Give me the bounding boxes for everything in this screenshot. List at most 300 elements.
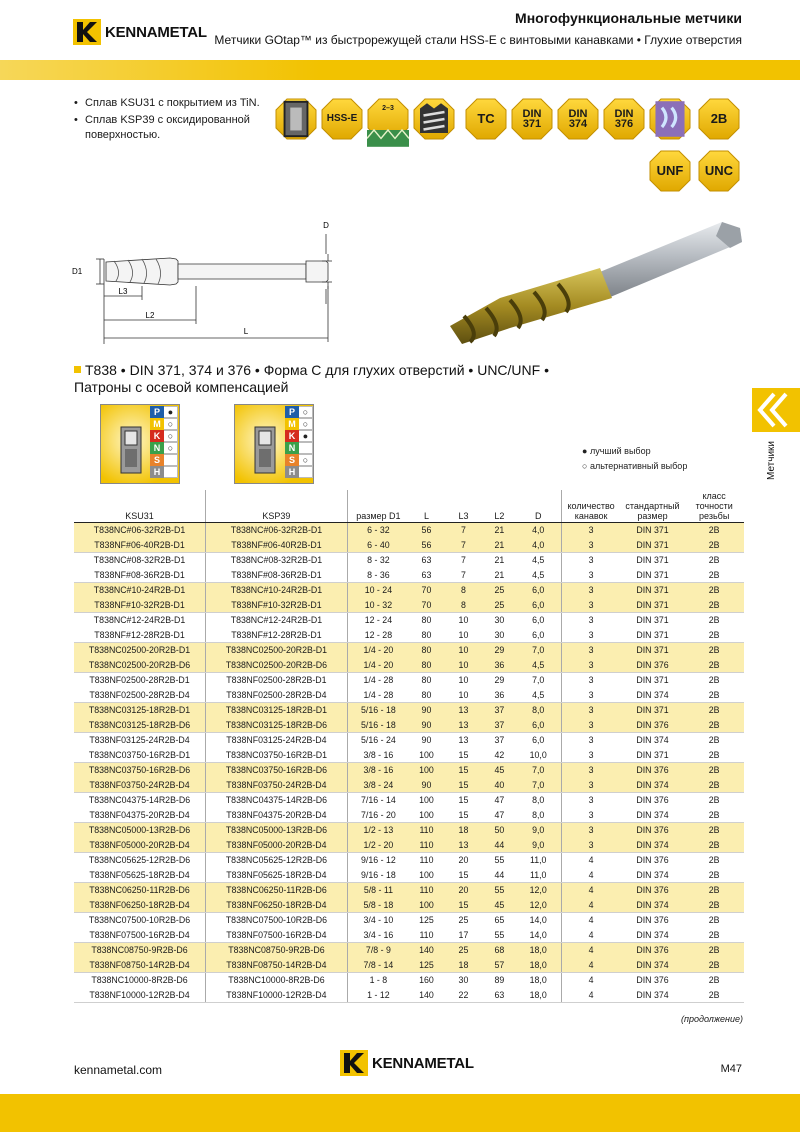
table-cell: 10 bbox=[444, 688, 483, 703]
table-cell: 125 bbox=[409, 958, 444, 973]
table-cell: 100 bbox=[409, 898, 444, 913]
table-cell: DIN 374 bbox=[621, 808, 685, 823]
table-cell: DIN 371 bbox=[636, 675, 669, 686]
kennametal-logo bbox=[73, 19, 207, 45]
table-cell: 3 bbox=[561, 658, 621, 673]
table-cell: 6 - 40 bbox=[347, 538, 409, 553]
table-cell: 110 bbox=[409, 928, 444, 943]
table-header-row bbox=[74, 490, 744, 523]
table-cell: 42 bbox=[483, 748, 516, 763]
table-cell: 47 bbox=[494, 795, 505, 806]
badge-label bbox=[649, 98, 691, 140]
table-cell: 2B bbox=[684, 583, 744, 598]
table-row bbox=[74, 988, 744, 1003]
table-cell: 10 bbox=[444, 658, 483, 673]
table-cell: 1/4 - 20 bbox=[347, 658, 409, 673]
table-cell: T838NF10000-12R2B-D4 bbox=[74, 988, 206, 1003]
table-cell: 6,0 bbox=[516, 598, 561, 613]
table-cell: DIN 376 bbox=[621, 658, 685, 673]
page-header bbox=[0, 0, 800, 60]
table-row bbox=[74, 643, 744, 658]
table-cell: 45 bbox=[483, 898, 516, 913]
table-cell: T838NC07500-10R2B-D6 bbox=[88, 915, 191, 926]
table-cell: 2B bbox=[684, 943, 744, 958]
table-cell: 3 bbox=[561, 568, 621, 583]
table-cell: 8,0 bbox=[516, 808, 561, 823]
table-row bbox=[74, 943, 744, 958]
badge-label: 2–3 bbox=[367, 98, 409, 140]
table-cell: 20 bbox=[444, 883, 483, 898]
table-cell: 50 bbox=[483, 823, 516, 838]
table-cell: 110 bbox=[409, 883, 444, 898]
table-row bbox=[74, 553, 744, 568]
table-cell: 11,0 bbox=[529, 855, 547, 866]
table-cell: T838NC#06-32R2B-D1 bbox=[206, 523, 348, 538]
iso-row bbox=[150, 418, 180, 430]
table-cell: 40 bbox=[483, 778, 516, 793]
table-cell: 20 bbox=[458, 855, 469, 866]
table-cell: 29 bbox=[483, 643, 516, 658]
table-cell: 8,0 bbox=[516, 703, 561, 718]
table-cell: DIN 371 bbox=[621, 748, 685, 763]
table-cell: 7 bbox=[444, 568, 483, 583]
table-cell: 70 bbox=[409, 583, 444, 598]
table-row bbox=[74, 898, 744, 913]
table-cell: 3 bbox=[561, 763, 621, 778]
square-shank-icon bbox=[275, 98, 317, 140]
brand-name: KENNAMETAL bbox=[105, 23, 207, 41]
table-cell: T838NF04375-20R2B-D4 bbox=[206, 808, 348, 823]
table-cell: 6,0 bbox=[516, 583, 561, 598]
filled-dot-icon: ● bbox=[299, 430, 313, 442]
badge-label bbox=[275, 98, 317, 140]
table-cell: 1/4 - 20 bbox=[347, 643, 409, 658]
table-cell: 3/8 - 24 bbox=[347, 778, 409, 793]
table-cell: 3/8 - 16 bbox=[347, 748, 409, 763]
table-cell: 55 bbox=[494, 855, 505, 866]
empty-cell bbox=[164, 454, 178, 466]
table-cell: T838NF07500-16R2B-D4 bbox=[206, 928, 348, 943]
table-cell: T838NF05000-20R2B-D4 bbox=[74, 838, 206, 853]
table-cell: T838NC10000-8R2B-D6 bbox=[91, 975, 188, 986]
table-row bbox=[74, 778, 744, 793]
table-cell: 8 bbox=[444, 583, 483, 598]
table-cell: 5/16 - 18 bbox=[347, 703, 409, 718]
table-cell: DIN 371 bbox=[621, 598, 685, 613]
table-cell: DIN 374 bbox=[621, 868, 685, 883]
col-flutes: количество канавок bbox=[561, 490, 621, 523]
table-cell: T838NC06250-11R2B-D6 bbox=[74, 883, 206, 898]
table-cell: 4,5 bbox=[516, 658, 561, 673]
section-bullet-icon bbox=[74, 366, 81, 373]
table-cell: 56 bbox=[409, 523, 444, 538]
table-cell: 2B bbox=[708, 555, 720, 566]
table-cell: 7,0 bbox=[532, 675, 545, 686]
badge-label: 2B bbox=[710, 111, 728, 126]
table-cell: T838NC05000-13R2B-D6 bbox=[74, 823, 206, 838]
table-cell: T838NF02500-28R2B-D1 bbox=[206, 673, 348, 688]
iso-row bbox=[150, 442, 180, 454]
table-row bbox=[74, 583, 744, 598]
table-cell: 13 bbox=[458, 735, 469, 746]
table-cell: T838NF05625-18R2B-D4 bbox=[206, 868, 348, 883]
table-cell: 80 bbox=[421, 675, 432, 686]
table-cell: 3 bbox=[561, 643, 621, 658]
table-cell: 5/8 - 11 bbox=[347, 883, 409, 898]
table-row bbox=[74, 688, 744, 703]
table-cell: 3 bbox=[561, 823, 621, 838]
table-cell: T838NF08750-14R2B-D4 bbox=[206, 958, 348, 973]
table-cell: 3 bbox=[561, 733, 621, 748]
table-cell: 100 bbox=[409, 868, 444, 883]
footer-stripe bbox=[0, 1094, 800, 1132]
table-cell: 100 bbox=[409, 763, 444, 778]
iso-row bbox=[285, 442, 315, 454]
din-374-icon bbox=[557, 98, 599, 140]
table-cell: 6,0 bbox=[532, 615, 545, 626]
table-cell: 90 bbox=[421, 735, 432, 746]
unf-icon bbox=[649, 150, 691, 192]
table-cell: 7 bbox=[444, 523, 483, 538]
table-cell: 2B bbox=[684, 703, 744, 718]
table-cell: 4,5 bbox=[516, 568, 561, 583]
tap-product-image bbox=[440, 216, 750, 346]
table-cell: 3 bbox=[561, 748, 621, 763]
table-row bbox=[74, 748, 744, 763]
footer-logo bbox=[340, 1050, 474, 1076]
table-cell: 3 bbox=[561, 598, 621, 613]
table-cell: 2B bbox=[708, 975, 720, 986]
table-cell: 7/8 - 14 bbox=[347, 958, 409, 973]
table-cell: 90 bbox=[409, 718, 444, 733]
iso-letter: K bbox=[150, 430, 164, 442]
table-cell: 5/8 - 18 bbox=[347, 898, 409, 913]
table-cell: 100 bbox=[409, 748, 444, 763]
col-l2: L2 bbox=[483, 490, 516, 523]
table-cell: 14,0 bbox=[516, 928, 561, 943]
empty-cell bbox=[164, 466, 178, 478]
table-cell: 7/16 - 14 bbox=[347, 793, 409, 808]
dim-label-d: D bbox=[323, 221, 329, 230]
iso-row bbox=[285, 430, 315, 442]
table-cell: T838NC#12-24R2B-D1 bbox=[93, 615, 186, 626]
table-cell: 12,0 bbox=[516, 898, 561, 913]
table-cell: DIN 374 bbox=[621, 988, 685, 1003]
table-cell: 7 bbox=[444, 538, 483, 553]
table-row bbox=[74, 658, 744, 673]
table-cell: DIN 371 bbox=[621, 538, 685, 553]
table-cell: DIN 371 bbox=[621, 643, 685, 658]
table-row bbox=[74, 928, 744, 943]
table-cell: 2B bbox=[684, 538, 744, 553]
table-cell: 10 - 24 bbox=[347, 583, 409, 598]
table-cell: 18,0 bbox=[529, 975, 547, 986]
table-cell: 3 bbox=[561, 523, 621, 538]
table-row bbox=[74, 628, 744, 643]
table-cell: 12,0 bbox=[516, 883, 561, 898]
table-cell: 47 bbox=[483, 808, 516, 823]
table-cell: 140 bbox=[409, 943, 444, 958]
iso-row bbox=[150, 406, 180, 418]
table-cell: T838NC03125-18R2B-D1 bbox=[74, 703, 206, 718]
table-cell: 3 bbox=[561, 703, 621, 718]
unc-icon bbox=[698, 150, 740, 192]
table-cell: 110 bbox=[409, 823, 444, 838]
table-cell: T838NC03750-16R2B-D1 bbox=[206, 748, 348, 763]
table-cell: DIN 374 bbox=[636, 735, 669, 746]
table-cell: 2B bbox=[684, 628, 744, 643]
table-cell: 7,0 bbox=[516, 763, 561, 778]
table-cell: 4,5 bbox=[532, 555, 545, 566]
table-cell: 36 bbox=[483, 658, 516, 673]
table-row bbox=[74, 538, 744, 553]
hollow-dot-icon: ○ bbox=[299, 454, 313, 466]
col-ksp39: KSP39 bbox=[206, 490, 348, 523]
table-cell: 30 bbox=[494, 615, 505, 626]
table-cell: 18,0 bbox=[516, 988, 561, 1003]
table-cell: 25 bbox=[483, 598, 516, 613]
table-cell: T838NC03750-16R2B-D6 bbox=[74, 763, 206, 778]
table-cell: T838NF#12-28R2B-D1 bbox=[206, 628, 348, 643]
table-cell: T838NF05000-20R2B-D4 bbox=[206, 838, 348, 853]
table-cell: 25 bbox=[483, 583, 516, 598]
table-row bbox=[74, 523, 744, 538]
table-cell: T838NC05625-12R2B-D6 bbox=[206, 853, 348, 868]
table-cell: 70 bbox=[409, 598, 444, 613]
iso-letter: K bbox=[285, 430, 299, 442]
table-cell: 15 bbox=[444, 868, 483, 883]
legend-alternative: ○ альтернативный выбор bbox=[582, 461, 688, 471]
table-cell: DIN 374 bbox=[621, 838, 685, 853]
col-d: D bbox=[516, 490, 561, 523]
table-cell: T838NC05625-12R2B-D6 bbox=[88, 855, 191, 866]
table-row bbox=[74, 568, 744, 583]
table-cell: DIN 376 bbox=[636, 975, 669, 986]
table-cell: 15 bbox=[444, 778, 483, 793]
spec-table bbox=[74, 490, 744, 1003]
table-cell: 2B bbox=[684, 598, 744, 613]
table-row bbox=[74, 703, 744, 718]
table-cell: 9/16 - 12 bbox=[347, 853, 409, 868]
section-title-text: T838 • DIN 371, 374 и 376 • Форма С для глухих отверстий • UNC/UNF • Патроны с осевой компенсацией bbox=[74, 362, 549, 395]
table-cell: 9/16 - 18 bbox=[347, 868, 409, 883]
section-tab[interactable] bbox=[752, 388, 800, 432]
dim-label-d1: D1 bbox=[72, 267, 83, 276]
table-cell: 100 bbox=[409, 808, 444, 823]
table-cell: 55 bbox=[483, 883, 516, 898]
table-cell: 160 bbox=[419, 975, 434, 986]
table-row bbox=[74, 598, 744, 613]
table-cell: T838NC10000-8R2B-D6 bbox=[206, 973, 348, 988]
kennametal-k-icon bbox=[73, 19, 101, 45]
table-cell: 3 bbox=[561, 673, 621, 688]
col-class: класс точности резьбы bbox=[684, 490, 744, 523]
chamfer-2-3-icon bbox=[367, 98, 409, 140]
table-cell: 15 bbox=[444, 748, 483, 763]
table-cell: DIN 376 bbox=[621, 763, 685, 778]
badge-label: HSS-E bbox=[326, 113, 358, 124]
table-cell: T838NF02500-28R2B-D1 bbox=[89, 675, 190, 686]
table-cell: T838NC03750-16R2B-D6 bbox=[206, 763, 348, 778]
table-cell: 13 bbox=[444, 703, 483, 718]
table-row bbox=[74, 868, 744, 883]
table-cell: 6 - 32 bbox=[347, 523, 409, 538]
badge-label: UNC bbox=[704, 163, 734, 178]
col-standard: стандартный размер bbox=[621, 490, 685, 523]
table-cell: 3 bbox=[561, 688, 621, 703]
table-cell: T838NF#08-36R2B-D1 bbox=[74, 568, 206, 583]
table-cell: T838NC#08-32R2B-D1 bbox=[206, 553, 348, 568]
table-cell: 2B bbox=[684, 898, 744, 913]
table-cell: 15 bbox=[444, 898, 483, 913]
table-cell: 21 bbox=[483, 538, 516, 553]
table-cell: 30 bbox=[458, 975, 469, 986]
page-number: M47 bbox=[720, 1063, 742, 1075]
table-cell: DIN 374 bbox=[621, 928, 685, 943]
table-cell: T838NC02500-20R2B-D1 bbox=[74, 643, 206, 658]
table-cell: 3 bbox=[561, 583, 621, 598]
table-cell: 10 bbox=[458, 615, 469, 626]
table-cell: 6,0 bbox=[516, 718, 561, 733]
table-row bbox=[74, 838, 744, 853]
table-cell: T838NF#06-40R2B-D1 bbox=[74, 538, 206, 553]
table-cell: 56 bbox=[409, 538, 444, 553]
table-cell: T838NF#10-32R2B-D1 bbox=[206, 598, 348, 613]
hollow-dot-icon: ○ bbox=[299, 406, 313, 418]
table-cell: 44 bbox=[483, 868, 516, 883]
feature-list bbox=[74, 96, 274, 145]
table-cell: DIN 374 bbox=[621, 688, 685, 703]
table-cell: 2B bbox=[684, 688, 744, 703]
table-cell: T838NC02500-20R2B-D1 bbox=[206, 643, 348, 658]
table-cell: 18,0 bbox=[516, 958, 561, 973]
table-cell: 8 - 36 bbox=[347, 568, 409, 583]
table-cell: 110 bbox=[409, 838, 444, 853]
class-2b-icon bbox=[698, 98, 740, 140]
badge-label: DIN 376 bbox=[614, 108, 634, 130]
table-cell: 8 - 32 bbox=[347, 553, 409, 568]
table-cell: 2B bbox=[684, 763, 744, 778]
table-cell: 100 bbox=[419, 795, 434, 806]
table-cell: 2B bbox=[708, 855, 720, 866]
table-cell: 2B bbox=[684, 748, 744, 763]
table-cell: T838NC#10-24R2B-D1 bbox=[206, 583, 348, 598]
table-cell: 90 bbox=[409, 703, 444, 718]
table-cell: 18,0 bbox=[516, 943, 561, 958]
kennametal-k-icon bbox=[340, 1050, 368, 1076]
table-cell: DIN 376 bbox=[636, 855, 669, 866]
iso-row bbox=[285, 454, 315, 466]
table-cell: T838NC05000-13R2B-D6 bbox=[206, 823, 348, 838]
table-cell: T838NC#08-32R2B-D1 bbox=[93, 555, 186, 566]
table-row bbox=[74, 973, 744, 988]
table-cell: 4 bbox=[561, 868, 621, 883]
table-cell: 2B bbox=[684, 808, 744, 823]
hollow-dot-icon: ○ bbox=[164, 418, 178, 430]
iso-letter: H bbox=[285, 466, 299, 478]
table-cell: T838NF03750-24R2B-D4 bbox=[206, 778, 348, 793]
table-cell: 10 bbox=[444, 643, 483, 658]
table-cell: 21 bbox=[483, 568, 516, 583]
iso-material-strip bbox=[150, 406, 180, 478]
table-cell: 125 bbox=[419, 915, 434, 926]
coolant-icon bbox=[649, 98, 691, 140]
section-title bbox=[74, 362, 594, 396]
table-cell: T838NC02500-20R2B-D6 bbox=[206, 658, 348, 673]
iso-letter: S bbox=[150, 454, 164, 466]
col-size: размер D1 bbox=[347, 490, 409, 523]
table-cell: 4 bbox=[561, 913, 621, 928]
hollow-dot-icon: ○ bbox=[582, 461, 588, 471]
hollow-dot-icon: ○ bbox=[164, 442, 178, 454]
table-cell: 21 bbox=[494, 555, 505, 566]
table-cell: 2B bbox=[684, 568, 744, 583]
iso-letter: P bbox=[150, 406, 164, 418]
table-cell: 15 bbox=[444, 763, 483, 778]
col-l: L bbox=[409, 490, 444, 523]
table-cell: T838NC#12-24R2B-D1 bbox=[206, 613, 348, 628]
table-cell: DIN 376 bbox=[621, 718, 685, 733]
table-cell: 7,0 bbox=[516, 778, 561, 793]
table-cell: T838NC03125-18R2B-D1 bbox=[206, 703, 348, 718]
table-cell: DIN 371 bbox=[621, 628, 685, 643]
iso-letter: M bbox=[150, 418, 164, 430]
iso-material-strip bbox=[285, 406, 315, 478]
table-cell: 15 bbox=[458, 795, 469, 806]
table-cell: 1 - 8 bbox=[347, 973, 409, 988]
filled-dot-icon: ● bbox=[582, 446, 588, 456]
table-cell: 4 bbox=[561, 853, 621, 868]
table-cell: 3 bbox=[561, 793, 621, 808]
table-cell: 110 bbox=[419, 855, 434, 866]
table-cell: 3 bbox=[561, 808, 621, 823]
table-cell: 2B bbox=[708, 795, 720, 806]
table-cell: 7/8 - 9 bbox=[347, 943, 409, 958]
table-cell: T838NC04375-14R2B-D6 bbox=[88, 795, 191, 806]
table-cell: T838NC06250-11R2B-D6 bbox=[206, 883, 348, 898]
table-cell: T838NC08750-9R2B-D6 bbox=[74, 943, 206, 958]
din-371-icon bbox=[511, 98, 553, 140]
table-cell: T838NF03125-24R2B-D4 bbox=[206, 733, 348, 748]
table-cell: 4 bbox=[561, 943, 621, 958]
table-cell: 2B bbox=[708, 915, 720, 926]
footer-url[interactable]: kennametal.com bbox=[74, 1063, 163, 1077]
iso-letter: P bbox=[285, 406, 299, 418]
table-cell: 3 bbox=[561, 553, 621, 568]
table-cell: 25 bbox=[444, 943, 483, 958]
badge-label: DIN 371 bbox=[522, 108, 542, 130]
table-cell: 4,0 bbox=[516, 523, 561, 538]
badge-label: UNF bbox=[656, 163, 684, 178]
table-cell: 9,0 bbox=[516, 838, 561, 853]
table-cell: 7/16 - 20 bbox=[347, 808, 409, 823]
table-cell: 3/8 - 16 bbox=[347, 763, 409, 778]
table-cell: T838NF10000-12R2B-D4 bbox=[206, 988, 348, 1003]
table-cell: 3/4 - 10 bbox=[347, 913, 409, 928]
table-cell: 10 - 32 bbox=[347, 598, 409, 613]
table-row bbox=[74, 793, 744, 808]
table-cell: DIN 371 bbox=[636, 555, 669, 566]
table-row bbox=[74, 718, 744, 733]
iso-row bbox=[285, 406, 315, 418]
table-cell: 14,0 bbox=[529, 915, 547, 926]
table-cell: 18 bbox=[444, 823, 483, 838]
table-cell: 4,5 bbox=[516, 688, 561, 703]
table-cell: T838NF07500-16R2B-D4 bbox=[74, 928, 206, 943]
hollow-dot-icon: ○ bbox=[299, 418, 313, 430]
table-cell: 2B bbox=[684, 643, 744, 658]
table-cell: T838NF02500-28R2B-D4 bbox=[74, 688, 206, 703]
